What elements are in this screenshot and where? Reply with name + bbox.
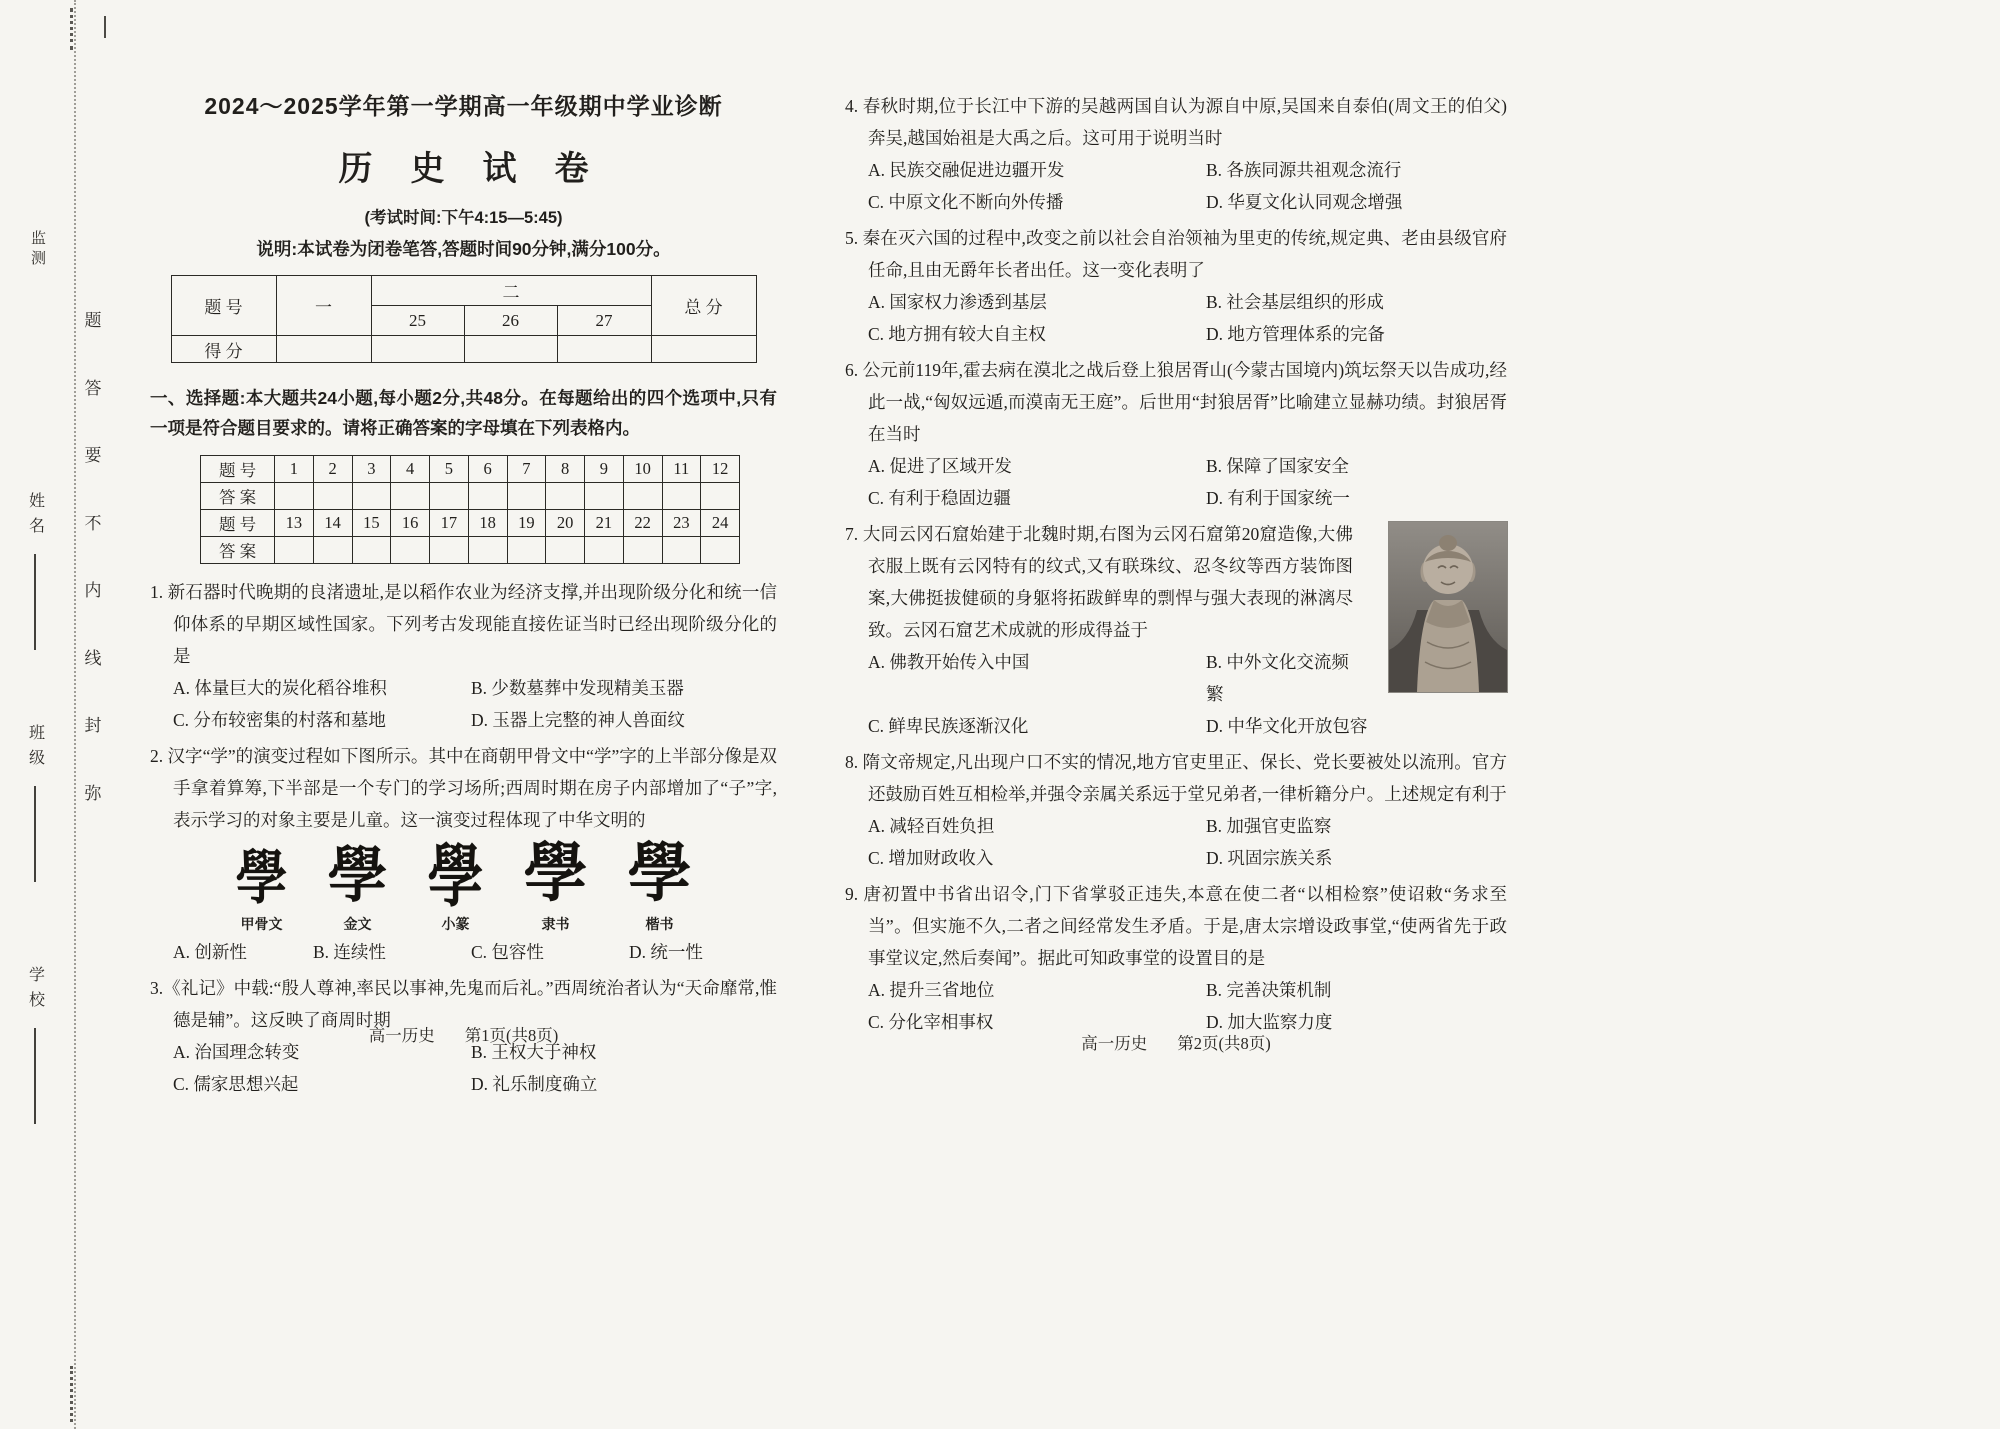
seal-char: 线 (84, 648, 102, 668)
footer-course: 高一历史 (368, 1026, 435, 1045)
score-table-part-one: 一 (276, 276, 371, 336)
school-blank-line (34, 1028, 36, 1124)
qnum-cell: 16 (391, 510, 430, 537)
script-stage (523, 838, 588, 934)
seal-char: 答 (84, 378, 102, 398)
question-5-option-d: D. 地方管理体系的完备 (1206, 324, 1385, 345)
seal-char: 封 (84, 716, 102, 736)
regular-script-glyph: 學 (627, 838, 692, 910)
score-cell (557, 336, 651, 363)
buddha-statue-photo (1389, 522, 1507, 692)
qnum-cell: 2 (313, 456, 352, 483)
question-5-option-a: A. 国家权力渗透到基层 (868, 292, 1047, 313)
question-9-option-a: A. 提升三省地位 (868, 980, 995, 1001)
question-2-text: 2. 汉字“学”的演变过程如下图所示。其中在商朝甲骨文中“学”字的上半部分像是双手拿着算筹,下半部是一个专门的学习场所;西周时期在房子内部增加了“子”字,表示学习的对象主要是儿童。这一演变过程体现了中华文明的 (150, 746, 777, 831)
question-6-option-a: A. 促进了区域开发 (868, 456, 1012, 477)
script-label: 甲骨文 (240, 916, 283, 933)
seal-line-notice (82, 306, 104, 804)
answer-cell (507, 537, 546, 564)
qnum-cell: 18 (468, 510, 507, 537)
question-5-option-c: C. 地方拥有较大自主权 (868, 324, 1046, 345)
qnum-cell: 11 (662, 456, 701, 483)
seal-char: 要 (84, 446, 102, 466)
question-8-option-a: A. 减轻百姓负担 (868, 816, 995, 837)
qnum-cell: 12 (701, 456, 740, 483)
answer-cell (313, 483, 352, 510)
seal-char: 弥 (84, 783, 102, 803)
script-label: 楷书 (645, 916, 674, 933)
score-cell (464, 336, 557, 363)
answer-cell (623, 537, 662, 564)
script-stage (627, 838, 692, 934)
answer-cell (546, 483, 585, 510)
question-8 (845, 746, 1507, 874)
student-class-field (22, 724, 48, 882)
qnum-cell: 6 (468, 456, 507, 483)
question-9 (845, 878, 1507, 1038)
question-5 (845, 222, 1507, 350)
question-5-text: 5. 秦在灭六国的过程中,改变之前以社会自治领袖为里吏的传统,规定典、老由县级官府任命,且由无爵年长者出任。这一变化表明了 (845, 228, 1507, 281)
answer-cell (662, 483, 701, 510)
script-label: 小篆 (441, 916, 470, 933)
script-label: 隶书 (541, 916, 570, 933)
question-1-option-c: C. 分布较密集的村落和墓地 (173, 710, 386, 731)
student-school-field (22, 966, 48, 1124)
question-7-text: 7. 大同云冈石窟始建于北魏时期,右图为云冈石窟第20窟造像,大佛衣服上既有云冈特有的纹式,又有联珠纹、忍冬纹等西方装饰图案,大佛挺拔健硕的身躯将拓跋鲜卑的剽悍与强大表现的淋漓尽致。云冈石窟艺术成就的形成得益于 (845, 524, 1353, 641)
qnum-cell: 7 (507, 456, 546, 483)
question-7-option-b: B. 中外文化交流频繁 (1206, 652, 1349, 705)
answer-cell (701, 483, 740, 510)
question-3-text: 3.《礼记》中载:“殷人尊神,率民以事神,先鬼而后礼。”西周统治者认为“天命靡常,惟德是辅”。这反映了商周时期 (150, 978, 777, 1031)
answer-table-qnum-header: 题 号 (201, 510, 275, 537)
qnum-cell: 22 (623, 510, 662, 537)
score-cell (276, 336, 371, 363)
score-table-total: 总 分 (651, 276, 756, 336)
script-stage (235, 847, 288, 934)
question-8-text: 8. 隋文帝规定,凡出现户口不实的情况,地方官吏里正、保长、党长要被处以流刑。官方还鼓励百姓互相检举,并强令亲属关系远于堂兄弟者,一律析籍分户。上述规定有利于 (845, 752, 1507, 805)
clerical-script-glyph: 學 (523, 838, 588, 910)
question-4-option-d: D. 华夏文化认同观念增强 (1206, 192, 1403, 213)
question-2-option-d: D. 统一性 (629, 942, 703, 963)
question-1 (150, 576, 777, 736)
buddha-statue-image (1389, 522, 1507, 692)
answer-cell (507, 483, 546, 510)
question-4 (845, 90, 1507, 218)
qnum-cell: 17 (430, 510, 469, 537)
qnum-cell: 20 (546, 510, 585, 537)
question-9-text: 9. 唐初置中书省出诏令,门下省掌驳正违失,本意在使二者“以相检察”使诏敕“务求至当”。但实施不久,二者之间经常发生矛盾。于是,唐太宗增设政事堂,“使两省先于政事堂议定,然后奏闻”。据此可知政事堂的设置目的是 (845, 884, 1507, 969)
answer-table-answer-header: 答 案 (201, 537, 275, 564)
question-6-option-b: B. 保障了国家安全 (1206, 456, 1349, 477)
qnum-cell: 24 (701, 510, 740, 537)
script-stage (427, 840, 484, 934)
question-9-option-c: C. 分化宰相事权 (868, 1012, 994, 1033)
answer-cell (662, 537, 701, 564)
answer-table (200, 455, 740, 564)
script-stage (327, 843, 388, 934)
question-4-option-c: C. 中原文化不断向外传播 (868, 192, 1064, 213)
score-cell (651, 336, 756, 363)
score-table-question-header: 题 号 (171, 276, 276, 336)
answer-cell (275, 483, 314, 510)
question-4-option-a: A. 民族交融促进边疆开发 (868, 160, 1065, 181)
answer-cell (546, 537, 585, 564)
class-blank-line (34, 786, 36, 882)
score-table (171, 275, 757, 363)
qnum-cell: 3 (352, 456, 391, 483)
score-table-q25: 25 (371, 306, 464, 336)
answer-cell (352, 483, 391, 510)
name-blank-line (34, 554, 36, 650)
qnum-cell: 14 (313, 510, 352, 537)
question-6-option-c: C. 有利于稳固边疆 (868, 488, 1011, 509)
answer-cell (585, 537, 624, 564)
answer-cell (275, 537, 314, 564)
score-table-part-two: 二 (371, 276, 651, 306)
question-2-option-b: B. 连续性 (313, 942, 386, 963)
question-3-option-a: A. 治国理念转变 (173, 1042, 300, 1063)
page-2-footer (845, 1030, 1507, 1054)
answer-cell (623, 483, 662, 510)
name-label: 姓名 (26, 492, 44, 542)
answer-cell (391, 483, 430, 510)
answer-cell (352, 537, 391, 564)
question-7 (845, 518, 1507, 742)
small-seal-script-glyph: 學 (427, 840, 484, 917)
answer-table-qnum-header: 题 号 (201, 456, 275, 483)
script-evolution-figure (150, 838, 777, 934)
script-label: 金文 (343, 916, 372, 933)
question-9-option-b: B. 完善决策机制 (1206, 980, 1332, 1001)
qnum-cell: 4 (391, 456, 430, 483)
score-table-q27: 27 (557, 306, 651, 336)
score-cell (371, 336, 464, 363)
page-1-footer (150, 1022, 777, 1046)
page-2 (845, 78, 1507, 1038)
exam-note: 说明:本试卷为闭卷笔答,答题时间90分钟,满分100分。 (256, 239, 671, 259)
registration-mark (104, 16, 106, 38)
qnum-cell: 13 (275, 510, 314, 537)
qnum-cell: 23 (662, 510, 701, 537)
footer-page-number: 第2页(共8页) (1177, 1034, 1271, 1053)
question-3-option-d: D. 礼乐制度确立 (471, 1074, 598, 1095)
exam-time: (考试时间:下午4:15—5:45) (364, 209, 563, 227)
seal-dotted-line (74, 0, 76, 1429)
seal-char: 不 (84, 513, 102, 533)
question-2-option-a: A. 创新性 (173, 942, 247, 963)
qnum-cell: 1 (275, 456, 314, 483)
question-6 (845, 354, 1507, 514)
question-1-text: 1. 新石器时代晚期的良渚遗址,是以稻作农业为经济支撑,并出现阶级分化和统一信仰体系的早期区域性国家。下列考古发现能直接佐证当时已经出现阶级分化的是 (150, 582, 777, 667)
answer-cell (585, 483, 624, 510)
question-3-option-b: B. 王权大于神权 (471, 1042, 597, 1063)
question-7-option-c: C. 鲜卑民族逐渐汉化 (868, 716, 1029, 737)
answer-cell (430, 483, 469, 510)
answer-table-answer-header: 答 案 (201, 483, 275, 510)
question-9-option-d: D. 加大监察力度 (1206, 1012, 1333, 1033)
question-4-text: 4. 春秋时期,位于长江中下游的吴越两国自认为源自中原,吴国来自泰伯(周文王的伯父)奔吴,越国始祖是大禹之后。这可用于说明当时 (845, 96, 1507, 149)
section-1-instructions: 一、选择题:本大题共24小题,每小题2分,共48分。在每题给出的四个选项中,只有一项是符合题目要求的。请将正确答案的字母填在下列表格内。 (150, 388, 777, 439)
question-8-option-d: D. 巩固宗族关系 (1206, 848, 1333, 869)
score-table-q26: 26 (464, 306, 557, 336)
qnum-cell: 21 (585, 510, 624, 537)
question-7-option-a: A. 佛教开始传入中国 (868, 652, 1030, 673)
question-4-option-b: B. 各族同源共祖观念流行 (1206, 160, 1402, 181)
student-name-field (22, 492, 48, 650)
question-6-text: 6. 公元前119年,霍去病在漠北之战后登上狼居胥山(今蒙古国境内)筑坛祭天以告成功,经此一战,“匈奴远遁,而漠南无王庭”。后世用“封狼居胥”比喻建立显赫功绩。封狼居胥在当时 (845, 360, 1507, 445)
page-1 (150, 88, 777, 1100)
school-label: 学校 (26, 966, 44, 1016)
monitor-label: 监测 (29, 230, 45, 270)
qnum-cell: 10 (623, 456, 662, 483)
question-2 (150, 740, 777, 968)
bronze-script-glyph: 學 (327, 843, 388, 910)
score-table-score-header: 得 分 (171, 336, 276, 363)
question-7-option-d: D. 中华文化开放包容 (1206, 716, 1368, 737)
question-6-option-d: D. 有利于国家统一 (1206, 488, 1350, 509)
question-1-option-b: B. 少数墓葬中发现精美玉器 (471, 678, 684, 699)
class-label: 班级 (26, 724, 44, 774)
perforation-dots-bottom (70, 1366, 73, 1422)
question-3-option-c: C. 儒家思想兴起 (173, 1074, 299, 1095)
exam-title: 2024～2025学年第一学期高一年级期中学业诊断 (204, 93, 723, 119)
subject-title: 历 史 试 卷 (338, 150, 603, 188)
oracle-bone-script-glyph: 學 (235, 847, 288, 912)
answer-cell (430, 537, 469, 564)
question-2-option-c: C. 包容性 (471, 942, 544, 963)
answer-cell (313, 537, 352, 564)
qnum-cell: 9 (585, 456, 624, 483)
seal-char: 内 (84, 581, 102, 601)
qnum-cell: 19 (507, 510, 546, 537)
question-5-option-b: B. 社会基层组织的形成 (1206, 292, 1384, 313)
answer-cell (468, 483, 507, 510)
qnum-cell: 8 (546, 456, 585, 483)
question-1-option-a: A. 体量巨大的炭化稻谷堆积 (173, 678, 387, 699)
qnum-cell: 5 (430, 456, 469, 483)
answer-cell (391, 537, 430, 564)
footer-course: 高一历史 (1081, 1034, 1148, 1053)
question-8-option-b: B. 加强官吏监察 (1206, 816, 1332, 837)
footer-page-number: 第1页(共8页) (464, 1026, 559, 1045)
seal-char: 题 (84, 311, 102, 330)
question-1-option-d: D. 玉器上完整的神人兽面纹 (471, 710, 685, 731)
perforation-dots-top (70, 8, 73, 50)
answer-cell (701, 537, 740, 564)
answer-cell (468, 537, 507, 564)
qnum-cell: 15 (352, 510, 391, 537)
question-8-option-c: C. 增加财政收入 (868, 848, 994, 869)
